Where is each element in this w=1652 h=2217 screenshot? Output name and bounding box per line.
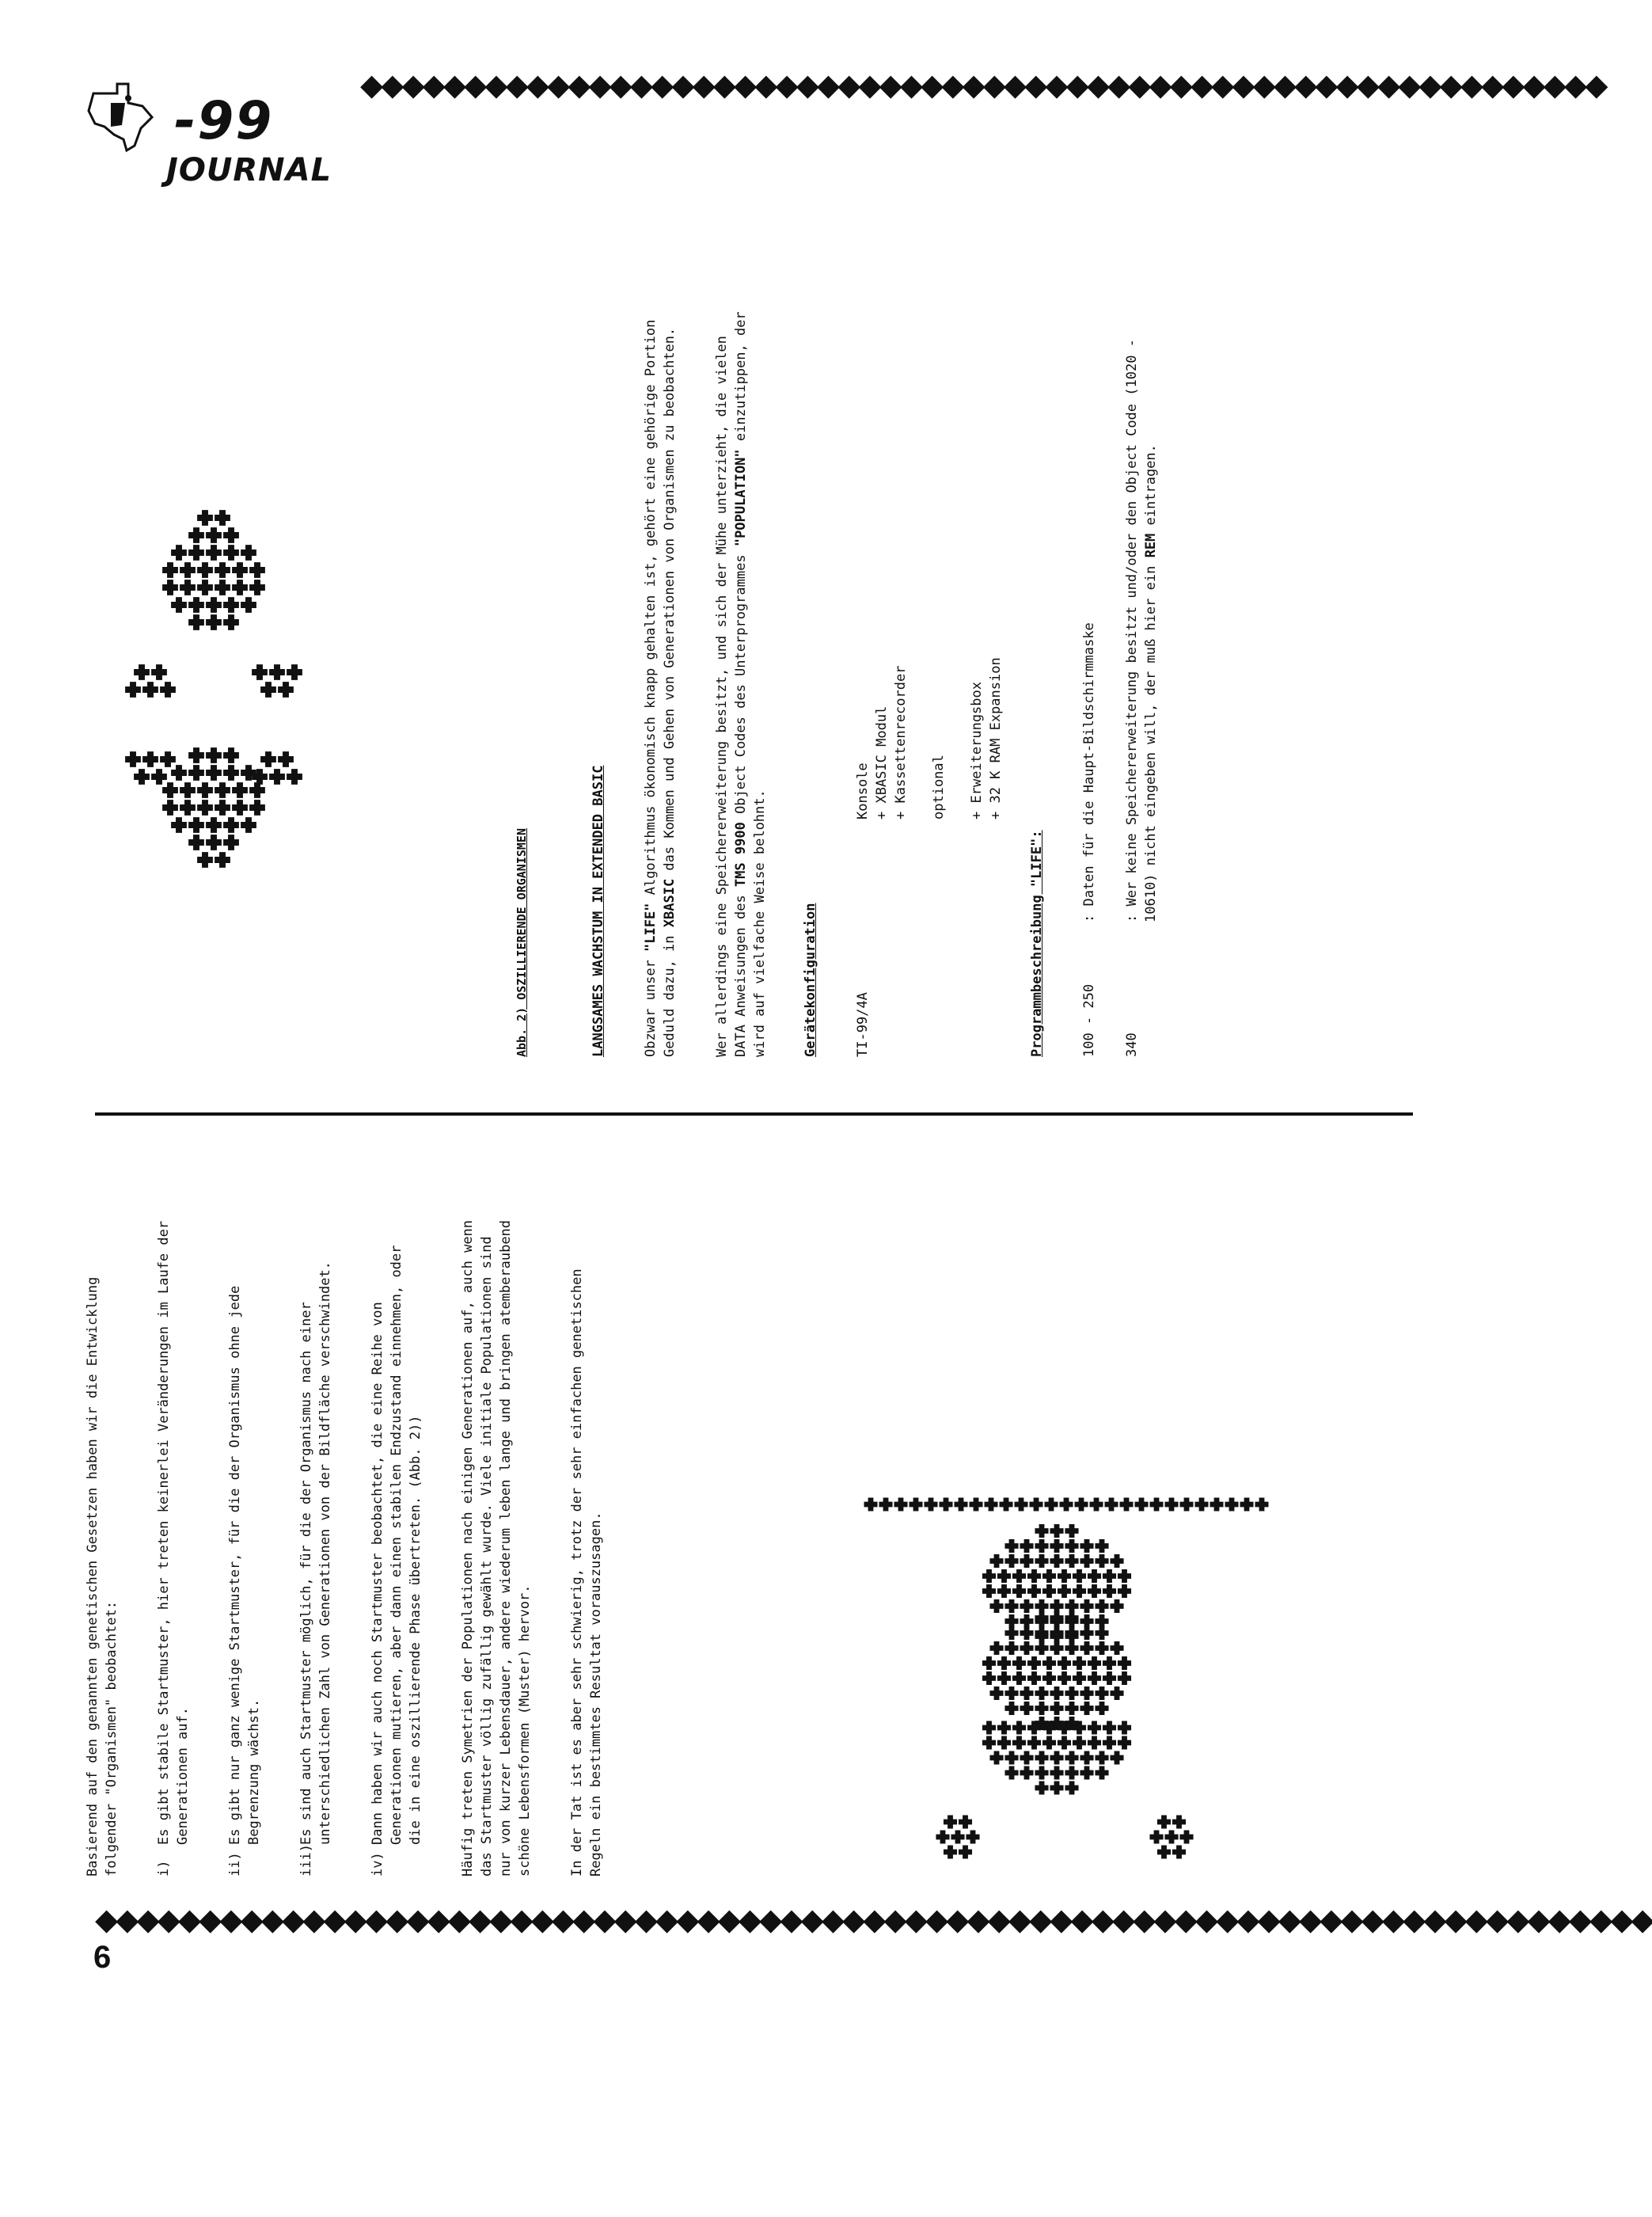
program-row: 340 : Wer keine Speichererweiterung besitzt und/oder den Object Code (1020 - 10610) nicht eingeben will, der muß hier ein REM eintragen. <box>1124 339 1159 1057</box>
hardware-heading: Gerätekonfiguration <box>803 903 818 1057</box>
oscillating-organisms-figure <box>119 467 420 911</box>
section-heading: LANGSAMES WACHSTUM IN EXTENDED BASIC <box>591 765 606 1057</box>
list-item: i) Es gibt stabile Startmuster, hier treten keinerlei Veränderungen im Laufe der Generationen auf. <box>156 1220 191 1877</box>
list-item: iii) Es sind auch Startmuster möglich, für die der Organismus nach einer unterschiedlichen Zahl von Generationen von der Bildfläche verschwindet. <box>298 1261 333 1877</box>
organism-dot-pattern <box>855 1489 1393 1884</box>
column-divider <box>95 1112 1413 1116</box>
program-row: : Daten für die Haupt-Bildschirmmaske <box>1081 622 1097 922</box>
large-organisms-figure <box>855 1489 1393 1884</box>
hardware-config <box>853 297 1005 1057</box>
figure-caption: Abb. 2) OSZILLIERENDE ORGANISMEN <box>515 828 529 1057</box>
logo-number: -99 <box>174 90 274 151</box>
journal-logo <box>79 79 332 188</box>
intro-paragraph: Basierend auf den genannten genetischen Gesetzen haben wir die Entwicklung folgender "Organismen" beobachtet: <box>85 1276 120 1877</box>
texas-instruments-logo-icon <box>79 79 174 158</box>
right-column <box>515 297 1393 1057</box>
list-item: iv) Dann haben wir auch noch Startmuster beobachtet, die eine Reihe von Generationen mutieren, aber dann einen stabilen Endzustand einnehmen, oder die in eine oszillierende Phase übertreten. (Abb. 2)) <box>370 1245 423 1877</box>
program-row: 100 - 250 <box>1081 983 1097 1057</box>
hardware-item: Konsole <box>855 762 871 819</box>
hardware-item: + 32 K RAM Expansion <box>988 657 1004 819</box>
bottom-diamond-border: ◆◆◆◆◆◆◆◆◆◆◆◆◆◆◆◆◆◆◆◆◆◆◆◆◆◆◆◆◆◆◆◆◆◆◆◆◆◆◆◆◆◆◆◆◆◆◆◆◆◆◆◆◆◆◆◆◆◆◆◆◆◆◆◆◆◆◆◆◆◆◆◆◆◆◆ <box>95 1902 1652 1937</box>
list-item: ii) Es gibt nur ganz wenige Startmuster, für die der Organismus ohne jede Begrenzung wächst. <box>227 1285 262 1877</box>
hardware-item: + Kassettenrecorder <box>893 665 909 819</box>
organism-dot-pattern <box>119 467 420 911</box>
hardware-system: TI-99/4A <box>855 992 871 1057</box>
hardware-item: + XBASIC Modul <box>874 705 890 819</box>
life-paragraph: Obzwar unser "LIFE" Algorithmus ökonomisch knapp gehalten ist, gehört eine gehörige Portion Geduld dazu, in XBASIC das Kommen und Gehen von Generationen von Organismen zu beobachten. <box>643 319 678 1057</box>
hardware-item: + Erweiterungsbox <box>969 682 985 819</box>
hardware-optional-label: optional <box>931 755 947 819</box>
page-number: 6 <box>93 1940 112 1975</box>
left-column <box>83 1219 843 1877</box>
prediction-paragraph: In der Tat ist es aber sehr schwierig, trotz der sehr einfachen genetischen Regeln ein bestimmtes Resultat vorauszusagen. <box>569 1268 604 1877</box>
program-heading: Programmbeschreibung "LIFE": <box>1029 830 1045 1057</box>
top-diamond-border: ◆◆◆◆◆◆◆◆◆◆◆◆◆◆◆◆◆◆◆◆◆◆◆◆◆◆◆◆◆◆◆◆◆◆◆◆◆◆◆◆◆◆◆◆◆◆◆◆◆◆◆◆◆◆◆◆◆◆◆◆ <box>360 67 1606 102</box>
symmetry-paragraph: Häufig treten Symetrien der Populationen nach einigen Generationen auf, auch wenn das Startmuster völlig zufällig gewählt wurde. Viele initiale Populationen sind nur von kurzer Lebensdauer, andere wiederum leben lange und bringen atemberaubend schöne Lebensformen (Muster) hervor. <box>460 1219 533 1877</box>
population-paragraph: Wer allerdings eine Speichererweiterung besitzt, und sich der Mühe unterzieht, die vielen DATA Anweisungen des TMS 9900 Object Codes des Unterprogrammes "POPULATION" einzutippen, der wird auf vielfache Weise belohnt. <box>714 311 768 1057</box>
logo-title: JOURNAL <box>166 152 332 188</box>
